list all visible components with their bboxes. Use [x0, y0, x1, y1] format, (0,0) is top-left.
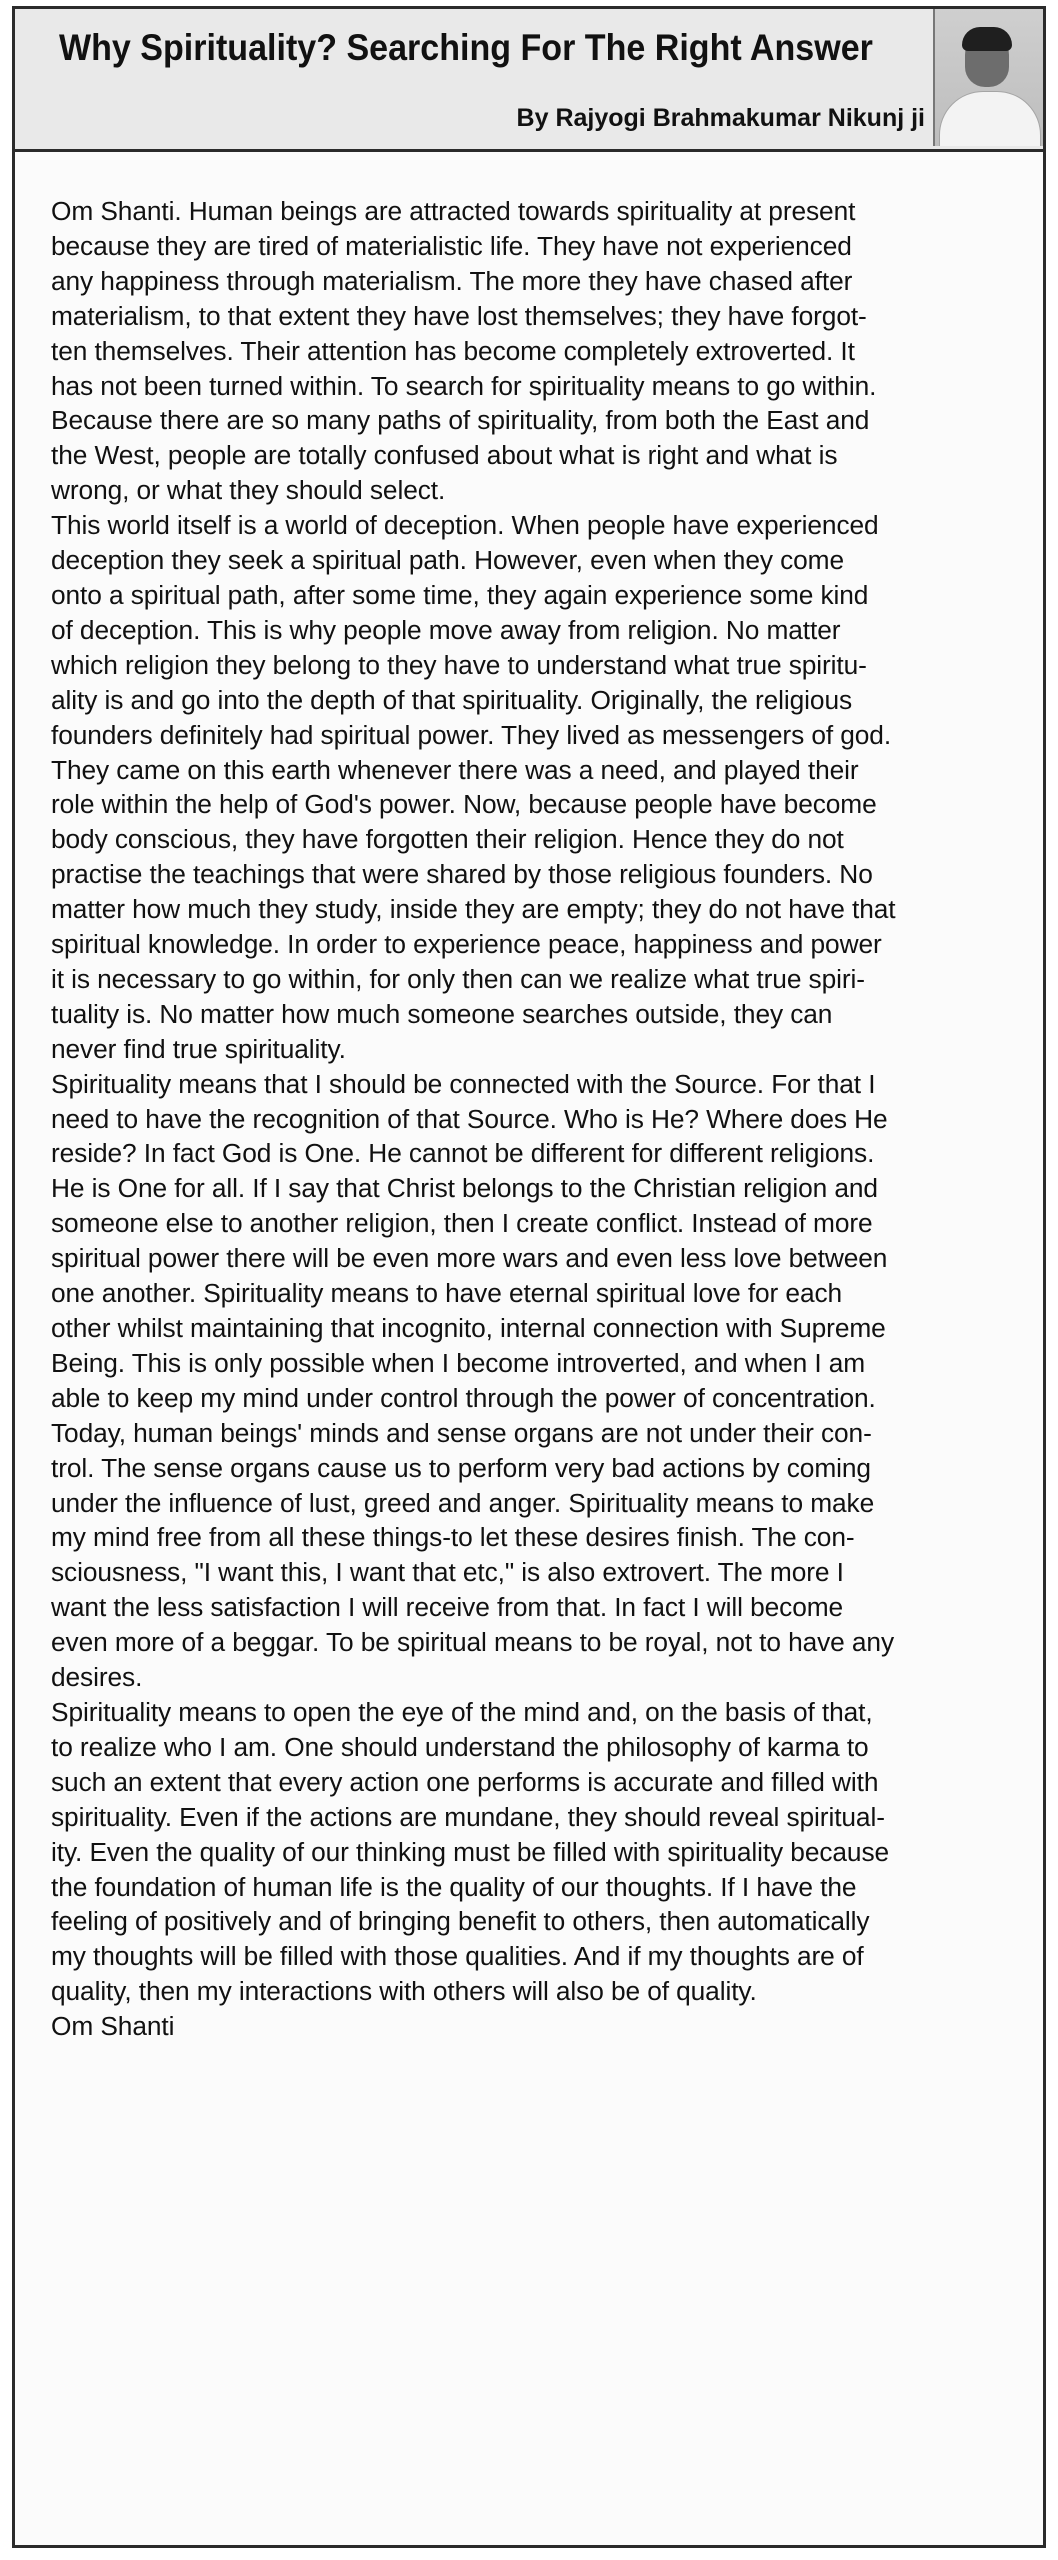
article-line: deception they seek a spiritual path. However, even when they come — [51, 545, 845, 576]
author-photo — [933, 9, 1043, 146]
article-line: even more of a beggar. To be spiritual means to be royal, not to have any — [51, 1627, 895, 1658]
article-line: my mind free from all these things-to let these desires finish. The con- — [51, 1522, 855, 1553]
article-line: other whilst maintaining that incognito, internal connection with Supreme — [51, 1313, 886, 1343]
article-line: matter how much they study, inside they are empty; they do not have that — [51, 894, 896, 925]
article-line: someone else to another religion, then I create conflict. Instead of more — [51, 1208, 873, 1239]
article-line: it is necessary to go within, for only then can we realize what true spiri- — [51, 963, 865, 994]
article-line: desires. — [51, 1662, 143, 1693]
author-byline: By Rajyogi Brahmakumar Nikunj ji — [516, 104, 925, 132]
article-line: wrong, or what they should select. — [51, 475, 446, 506]
article-line: Today, human beings' minds and sense organs are not under their con- — [51, 1417, 872, 1448]
article-line: body conscious, they have forgotten their religion. Hence they do not — [51, 824, 844, 855]
article-line: onto a spiritual path, after some time, they again experience some kind — [51, 579, 869, 610]
article-line: Being. This is only possible when I become introverted, and when I am — [51, 1347, 866, 1378]
article-line: ten themselves. Their attention has become completely extroverted. It — [51, 335, 855, 366]
article-line: spiritual power there will be even more wars and even less love between — [51, 1243, 888, 1274]
article-line: any happiness through materialism. The more they have chased after — [51, 265, 853, 296]
article-line: to realize who I am. One should understand the philosophy of karma to — [51, 1731, 869, 1762]
article-line: quality, then my interactions with others will also be of quality. — [51, 1976, 757, 2007]
article-line: This world itself is a world of deception. When people have experienced — [51, 510, 879, 541]
author-photo-hair — [962, 27, 1012, 51]
article-body — [51, 194, 1021, 2044]
article-line: my thoughts will be filled with those qualities. And if my thoughts are of — [51, 1941, 864, 1972]
article-line: which religion they belong to they have to understand what true spiritu- — [51, 649, 867, 680]
article-line: need to have the recognition of that Source. Who is He? Where does He — [51, 1103, 888, 1134]
article-line: of deception. This is why people move away from religion. No matter — [51, 614, 841, 645]
article-line: trol. The sense organs cause us to perform very bad actions by coming — [51, 1452, 871, 1483]
article-line: sciousness, "I want this, I want that etc," is also extrovert. The more I — [51, 1557, 844, 1588]
author-photo-shirt — [939, 91, 1041, 146]
article-line: ality is and go into the depth of that spirituality. Originally, the religious — [51, 684, 853, 715]
article-line: reside? In fact God is One. He cannot be different for different religions. — [51, 1138, 875, 1169]
article-line: want the less satisfaction I will receive from that. In fact I will become — [51, 1592, 844, 1623]
article-line: spirituality. Even if the actions are mundane, they should reveal spiritual- — [51, 1801, 885, 1832]
article-line: able to keep my mind under control through the power of concentration. — [51, 1382, 876, 1413]
article-line: never find true spirituality. — [51, 1033, 346, 1064]
article-line: because they are tired of materialistic life. They have not experienced — [51, 230, 852, 261]
article-line: Spirituality means that I should be connected with the Source. For that I — [51, 1068, 876, 1099]
article-frame — [12, 6, 1046, 2548]
article-line: founders definitely had spiritual power. They lived as messengers of god. — [51, 719, 892, 750]
article-line: the West, people are totally confused about what is right and what is — [51, 440, 838, 471]
article-line: role within the help of God's power. Now, because people have become — [51, 789, 877, 820]
article-line: spiritual knowledge. In order to experience peace, happiness and power — [51, 929, 882, 960]
article-line: the foundation of human life is the quality of our thoughts. If I have the — [51, 1871, 857, 1902]
article-line: He is One for all. If I say that Christ belongs to the Christian religion and — [51, 1173, 878, 1204]
article-line: tuality is. No matter how much someone searches outside, they can — [51, 998, 833, 1029]
article-line: ity. Even the quality of our thinking must be filled with spirituality because — [51, 1836, 890, 1867]
article-line: materialism, to that extent they have lost themselves; they have forgot- — [51, 300, 867, 331]
article-line: one another. Spirituality means to have eternal spiritual love for each — [51, 1278, 843, 1309]
article-line: practise the teachings that were shared by those religious founders. No — [51, 859, 873, 890]
article-line: They came on this earth whenever there was a need, and played their — [51, 754, 859, 785]
article-line: Spirituality means to open the eye of the mind and, on the basis of that, — [51, 1696, 873, 1727]
article-line: has not been turned within. To search for spirituality means to go within. — [51, 370, 877, 401]
article-line: Because there are so many paths of spirituality, from both the East and — [51, 405, 870, 436]
article-line: Om Shanti. Human beings are attracted towards spirituality at present — [51, 196, 856, 226]
article-title: Why Spirituality? Searching For The Right Answer — [59, 27, 873, 68]
article-header — [15, 9, 1043, 152]
article-line: such an extent that every action one performs is accurate and filled with — [51, 1766, 879, 1797]
article-line: under the influence of lust, greed and anger. Spirituality means to make — [51, 1487, 875, 1518]
article-line: feeling of positively and of bringing benefit to others, then automatically — [51, 1906, 870, 1937]
article-signoff: Om Shanti — [51, 2011, 175, 2042]
